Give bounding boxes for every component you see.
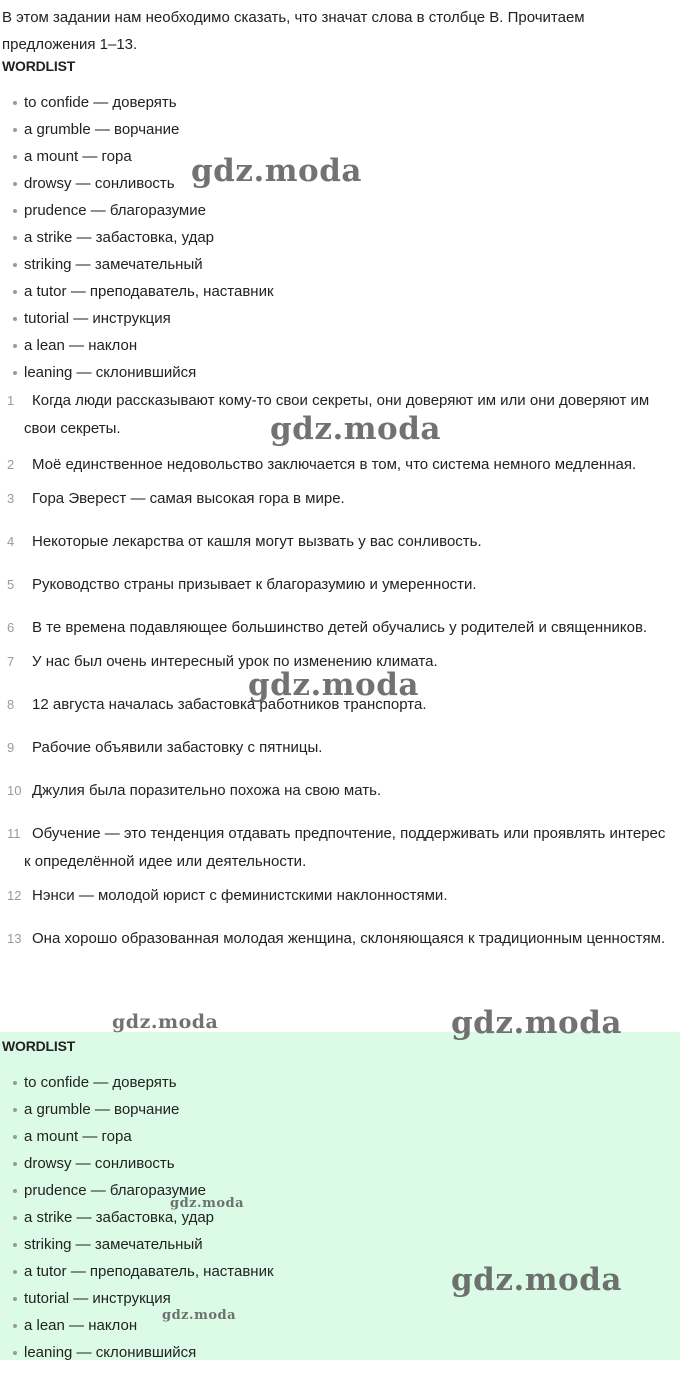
sentence-text: Моё единственное недовольство заключается в том, что система немного медленная. — [32, 456, 637, 473]
wordlist-item — [0, 1123, 670, 1150]
wordlist-item — [0, 359, 670, 386]
bullet-icon — [13, 344, 17, 348]
bullet-icon — [13, 101, 17, 105]
wordlist-entry: a strike — забастовка, удар — [24, 229, 215, 246]
watermark: gdz.moda — [270, 411, 441, 447]
bullet-icon — [13, 1216, 17, 1220]
bullet-icon — [13, 317, 17, 321]
wordlist-entry: drowsy — сонливость — [24, 175, 175, 192]
intro-text: В этом задании нам необходимо сказать, что значат слова в столбце B. Прочитаем предложения 1–13. — [2, 9, 585, 53]
sentence-number: 7 — [7, 654, 15, 669]
wordlist-heading: WORDLIST — [2, 58, 76, 74]
watermark: gdz.moda — [170, 1196, 245, 1211]
bullet-icon — [13, 1351, 17, 1355]
wordlist-entry: striking — замечательный — [24, 256, 203, 273]
sentence-number: 11 — [7, 826, 21, 841]
wordlist-item — [0, 89, 670, 116]
wordlist-item — [0, 1069, 670, 1096]
wordlist-item — [0, 1312, 670, 1339]
watermark: gdz.moda — [191, 153, 362, 189]
sentence-item — [0, 451, 670, 479]
sentence-text: У нас был очень интересный урок по изменению климата. — [32, 653, 438, 670]
bullet-icon — [13, 1243, 17, 1247]
sentence-number: 6 — [7, 620, 15, 635]
sentence-item — [0, 820, 670, 876]
watermark: gdz.moda — [451, 1005, 622, 1041]
watermark: gdz.moda — [162, 1308, 237, 1323]
bullet-icon — [13, 1135, 17, 1139]
bullet-icon — [13, 1270, 17, 1274]
wordlist-entry: prudence — благоразумие — [24, 1182, 206, 1199]
wordlist-entry: a tutor — преподаватель, наставник — [24, 283, 274, 300]
wordlist-entry: a lean — наклон — [24, 1317, 138, 1334]
sentence-text: Руководство страны призывает к благоразумию и умеренности. — [32, 576, 477, 593]
watermark: gdz.moda — [112, 1011, 219, 1033]
bullet-icon — [13, 128, 17, 132]
watermark: gdz.moda — [248, 667, 419, 703]
wordlist-entry: a mount — гора — [24, 148, 132, 165]
bullet-icon — [13, 1297, 17, 1301]
wordlist-item — [0, 278, 670, 305]
wordlist-entry: tutorial — инструкция — [24, 1290, 171, 1307]
wordlist-item — [0, 332, 670, 359]
wordlist-repeat — [0, 1069, 670, 1366]
sentence-text: Обучение — это тенденция отдавать предпочтение, поддерживать или проявлять интерес к определённой идее или деятельности. — [24, 825, 666, 870]
wordlist-entry: a lean — наклон — [24, 337, 138, 354]
sentence-text: Нэнси — молодой юрист с феминистскими наклонностями. — [32, 887, 448, 904]
sentence-text: Некоторые лекарства от кашля могут вызвать у вас сонливость. — [32, 533, 482, 550]
bullet-icon — [13, 1108, 17, 1112]
sentence-text: 12 августа началась забастовка работников транспорта. — [32, 696, 427, 713]
bullet-icon — [13, 1324, 17, 1328]
sentence-number: 5 — [7, 577, 15, 592]
sentence-number: 3 — [7, 491, 15, 506]
bullet-icon — [13, 209, 17, 213]
wordlist-entry: a grumble — ворчание — [24, 1101, 180, 1118]
sentence-number: 10 — [7, 783, 22, 798]
sentence-item — [0, 734, 670, 762]
bullet-icon — [13, 1189, 17, 1193]
wordlist-entry: to confide — доверять — [24, 94, 177, 111]
wordlist-item — [0, 1339, 670, 1366]
bullet-icon — [13, 182, 17, 186]
wordlist-entry: tutorial — инструкция — [24, 310, 171, 327]
sentence-number: 9 — [7, 740, 15, 755]
sentence-text: Когда люди рассказывают кому-то свои секреты, они доверяют им или они доверяют им свои секреты. — [24, 392, 650, 437]
bullet-icon — [13, 1081, 17, 1085]
wordlist-item — [0, 1177, 670, 1204]
sentence-number: 4 — [7, 534, 15, 549]
wordlist-entry: to confide — доверять — [24, 1074, 177, 1091]
wordlist-entry: leaning — склонившийся — [24, 364, 197, 381]
wordlist-item — [0, 1231, 670, 1258]
sentence-item — [0, 485, 670, 513]
bullet-icon — [13, 236, 17, 240]
sentence-text: Она хорошо образованная молодая женщина, склоняющаяся к традиционным ценностям. — [32, 930, 666, 947]
wordlist-entry: a mount — гора — [24, 1128, 132, 1145]
bullet-icon — [13, 155, 17, 159]
sentence-item — [0, 777, 670, 805]
bullet-icon — [13, 290, 17, 294]
sentence-item — [0, 571, 670, 599]
sentence-number: 13 — [7, 931, 22, 946]
sentence-item — [0, 925, 670, 953]
bullet-icon — [13, 1162, 17, 1166]
wordlist — [0, 89, 670, 386]
wordlist-item — [0, 1096, 670, 1123]
sentence-number: 8 — [7, 697, 15, 712]
sentence-text: В те времена подавляющее большинство детей обучались у родителей и священников. — [32, 619, 648, 636]
sentence-item — [0, 528, 670, 556]
wordlist-entry: leaning — склонившийся — [24, 1344, 197, 1361]
wordlist-entry: a strike — забастовка, удар — [24, 1209, 215, 1226]
sentence-text: Гора Эверест — самая высокая гора в мире. — [32, 490, 345, 507]
bullet-icon — [13, 263, 17, 267]
wordlist-item — [0, 1150, 670, 1177]
wordlist-entry: striking — замечательный — [24, 1236, 203, 1253]
sentence-item — [0, 614, 670, 642]
sentence-number: 1 — [7, 393, 15, 408]
sentence-item — [0, 882, 670, 910]
wordlist-item — [0, 224, 670, 251]
wordlist-item — [0, 305, 670, 332]
wordlist-item — [0, 197, 670, 224]
sentence-text: Джулия была поразительно похожа на свою мать. — [32, 782, 382, 799]
wordlist-entry: a tutor — преподаватель, наставник — [24, 1263, 274, 1280]
wordlist-item — [0, 116, 670, 143]
wordlist-entry: a grumble — ворчание — [24, 121, 180, 138]
wordlist-item — [0, 251, 670, 278]
wordlist-heading-repeat: WORDLIST — [2, 1038, 76, 1054]
sentence-number: 12 — [7, 888, 22, 903]
wordlist-entry: prudence — благоразумие — [24, 202, 206, 219]
sentence-text: Рабочие объявили забастовку с пятницы. — [32, 739, 323, 756]
sentence-number: 2 — [7, 457, 15, 472]
wordlist-entry: drowsy — сонливость — [24, 1155, 175, 1172]
bullet-icon — [13, 371, 17, 375]
wordlist-item — [0, 1204, 670, 1231]
watermark: gdz.moda — [451, 1262, 622, 1298]
